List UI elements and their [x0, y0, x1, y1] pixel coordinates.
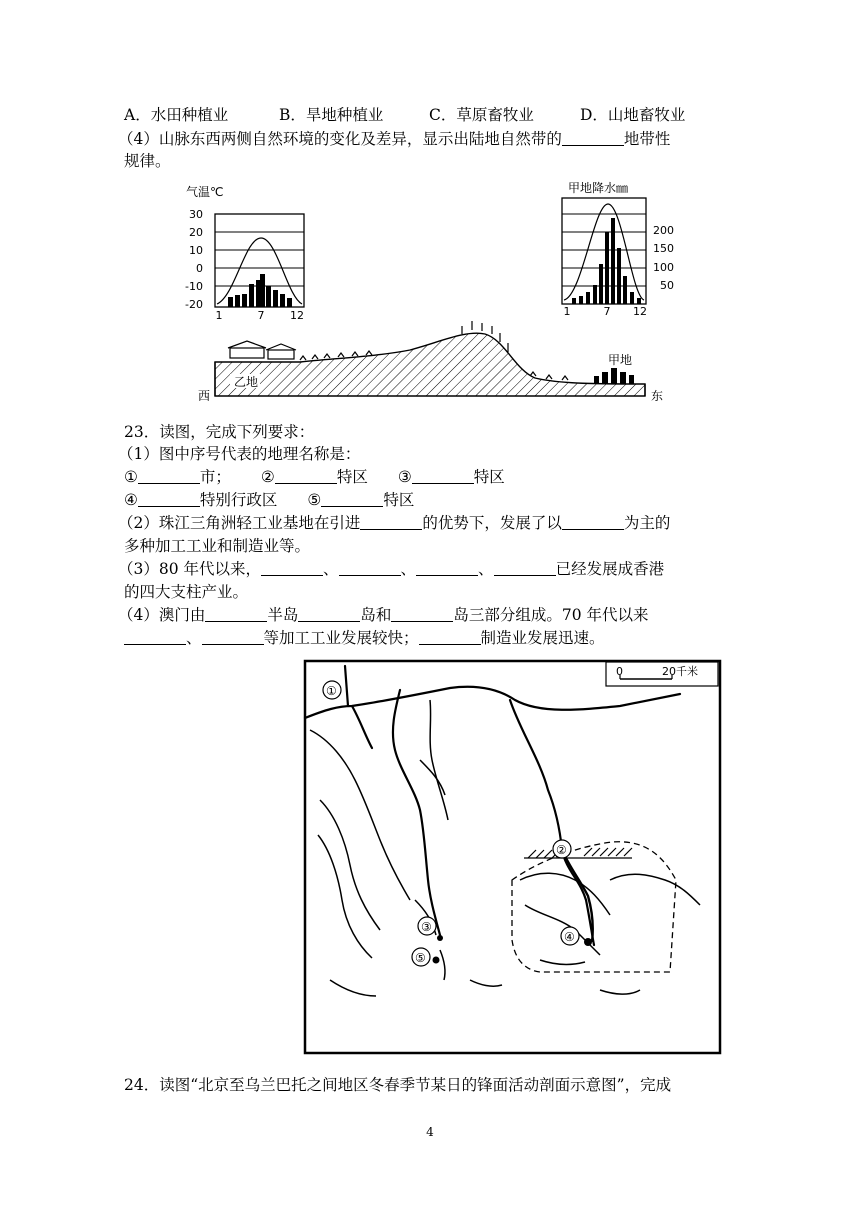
q24-text: 24．读图“北京至乌兰巴托之间地区冬春季节某日的锋面活动剖面示意图”，完成: [124, 1076, 672, 1094]
q23-item4d: 岛三部分组成。70 年代以来: [453, 606, 649, 624]
q22-item4-text: （4）山脉东西两侧自然环境的变化及差异，显示出陆地自然带的: [118, 130, 562, 148]
q23-item4c: 岛和: [360, 606, 392, 624]
marker-2: ②: [260, 468, 275, 486]
right-xtick: 7: [603, 305, 611, 318]
q23-row1-t2: 特区: [336, 468, 368, 486]
separator: 、: [186, 629, 202, 647]
marker-4-label: ④: [564, 930, 575, 944]
label-jia: 甲地: [608, 353, 633, 367]
marker-3-label: ③: [421, 920, 432, 934]
left-ytick: 30: [189, 208, 203, 221]
marker-4: ④: [124, 491, 138, 509]
left-xtick: 12: [290, 309, 304, 322]
option-d: D．山地畜牧业: [580, 106, 686, 124]
marker-2-label: ②: [556, 843, 567, 857]
q23-item4b: 半岛: [267, 606, 299, 624]
q23-row2-t4: 特别行政区: [199, 491, 278, 509]
marker-5: ⑤: [307, 491, 322, 509]
separator: 、: [478, 560, 494, 578]
q23-item4f: 制造业发展迅速。: [480, 629, 605, 647]
q23-item4e: 等加工工业发展较快；: [263, 629, 419, 647]
q23-item2b: 的优势下，发展了以: [422, 514, 562, 532]
option-a: A．水田种植业: [124, 106, 229, 124]
option-c: C．草原畜牧业: [429, 106, 534, 124]
scale-bar: [606, 662, 718, 686]
marker-1-label: ①: [326, 684, 337, 698]
q23-item2c: 为主的: [623, 514, 671, 532]
label-west: 西: [198, 389, 211, 403]
option-b: B．旱地种植业: [279, 106, 384, 124]
right-xtick: 1: [563, 305, 571, 318]
right-ytick: 200: [653, 224, 674, 237]
left-ytick: -20: [185, 298, 203, 311]
q23-item3b: 已经发展成香港: [555, 560, 665, 578]
q23-item3-line2: 的四大支柱产业。: [124, 583, 249, 601]
q23-row1-t3: 特区: [473, 468, 505, 486]
label-east: 东: [651, 389, 664, 403]
q23-item2-line2: 多种加工工业和制造业等。: [124, 537, 311, 555]
q23-item4a: （4）澳门由: [118, 606, 206, 624]
left-ytick: 20: [189, 226, 203, 239]
q22-item4-line2: 规律。: [124, 152, 171, 170]
q23-item3a: （3）80 年代以来，: [118, 560, 262, 578]
q23-title: 23．读图，完成下列要求：: [124, 423, 315, 441]
scale-zero: 0: [616, 665, 623, 678]
marker-1: ①: [124, 468, 138, 486]
q23-row1-t1: 市；: [199, 468, 231, 486]
right-xtick: 12: [633, 305, 647, 318]
label-yi: 乙地: [234, 375, 259, 389]
right-ytick: 150: [653, 242, 674, 255]
left-xtick: 1: [215, 309, 223, 322]
q23-item2a: （2）珠江三角洲轻工业基地在引进: [118, 514, 361, 532]
left-xtick: 7: [257, 309, 265, 322]
marker-3: ③: [397, 468, 412, 486]
left-ytick: 10: [189, 244, 203, 257]
scale-label: 20千米: [662, 665, 698, 678]
q23-row2-t5: 特区: [383, 491, 415, 509]
right-ytick: 100: [653, 261, 674, 274]
separator: 、: [400, 560, 417, 578]
left-ytick: 0: [196, 262, 203, 275]
q22-item4-suffix: 地带性: [623, 130, 671, 148]
left-chart-ylabel: 气温℃: [186, 185, 224, 199]
left-ytick: -10: [185, 280, 203, 293]
right-ytick: 50: [660, 279, 674, 292]
marker-5-label: ⑤: [415, 951, 426, 965]
separator: 、: [323, 560, 339, 578]
q23-item1: （1）图中序号代表的地理名称是：: [118, 445, 361, 463]
right-chart-ylabel: 甲地降水㎜: [568, 181, 629, 195]
page-number: 4: [426, 1125, 434, 1139]
